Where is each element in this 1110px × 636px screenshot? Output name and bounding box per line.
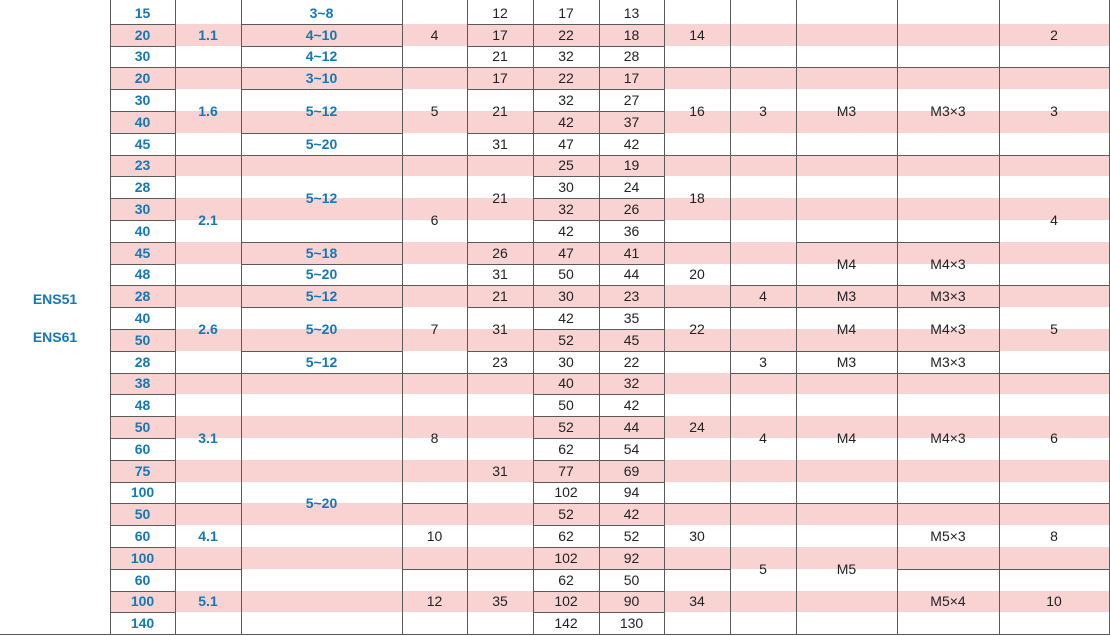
- table-cell-c11: [897, 2, 999, 67]
- table-cell-c7: 32: [623, 375, 640, 392]
- table-cell-c7: 24: [623, 179, 640, 196]
- table-cell-c10: M5: [836, 560, 857, 577]
- table-cell-size: 20: [134, 26, 151, 43]
- table-cell-size: 15: [134, 4, 151, 21]
- table-cell-c6: 50: [558, 266, 574, 283]
- table-cell-c7: 18: [623, 26, 640, 43]
- table-cell-c5: 21: [492, 102, 508, 119]
- table-cell-size: 20: [134, 70, 151, 87]
- table-cell-c7: 92: [623, 549, 640, 566]
- table-cell-c6: 102: [554, 549, 578, 566]
- table-cell-c7: 42: [623, 135, 640, 152]
- table-cell-c7: 94: [623, 484, 640, 501]
- table-cell-c7: 50: [623, 571, 640, 588]
- table-cell-c6: 32: [558, 201, 574, 218]
- table-cell-c5: 17: [492, 26, 508, 43]
- table-cell-c4: 12: [426, 593, 443, 610]
- table-cell-c7: 27: [623, 92, 640, 109]
- table-cell-wire: 2.6: [198, 320, 218, 337]
- table-cell-c4: 6: [430, 211, 439, 228]
- table-cell-c10: M3: [836, 102, 857, 119]
- table-cell-c11: [897, 155, 999, 242]
- table-cell-c6: 77: [558, 462, 574, 479]
- table-cell-c5: 23: [492, 353, 508, 370]
- table-cell-c5: 12: [492, 4, 508, 21]
- series-name-ens51: ENS51: [32, 291, 78, 308]
- table-cell-c6: 25: [558, 157, 574, 174]
- table-cell-size: 28: [134, 353, 151, 370]
- table-cell-c6: 32: [558, 92, 574, 109]
- table-cell-range: 4~10: [305, 26, 338, 43]
- table-cell-c8: 14: [689, 26, 705, 43]
- table-cell-c6: 52: [558, 506, 574, 523]
- table-cell-c11: M3×3: [930, 288, 966, 305]
- table-cell-c7: 23: [623, 288, 640, 305]
- table-cell-range: 5~20: [305, 266, 338, 283]
- table-cell-size: 45: [134, 244, 151, 261]
- table-cell-size: 23: [134, 157, 151, 174]
- table-cell-c9: 3: [759, 353, 767, 370]
- table-cell-c4: 10: [426, 528, 443, 545]
- table-cell-c5: 35: [492, 593, 508, 610]
- table-cell-c6: 22: [558, 70, 574, 87]
- table-cell-size: 140: [130, 615, 155, 632]
- table-cell-c10: M3: [836, 353, 857, 370]
- table-cell-c6: 52: [558, 419, 574, 436]
- table-cell-wire: 4.1: [198, 528, 218, 545]
- table-cell-c6: 42: [558, 113, 574, 130]
- table-cell-size: 75: [134, 462, 151, 479]
- table-cell-c7: 35: [623, 310, 640, 327]
- table-cell-size: 38: [134, 375, 151, 392]
- table-cell-c4: 4: [430, 26, 439, 43]
- table-cell-size: 100: [130, 484, 155, 501]
- table-cell-c9: 4: [759, 429, 767, 446]
- table-cell-c8: 22: [689, 320, 705, 337]
- table-cell-c7: 44: [623, 419, 640, 436]
- table-cell-c5: 21: [492, 190, 508, 207]
- table-cell-size: 48: [134, 266, 151, 283]
- table-cell-c5: 21: [492, 288, 508, 305]
- table-cell-c10: M4: [836, 429, 857, 446]
- table-cell-c8: 16: [689, 102, 705, 119]
- table-cell-size: 40: [134, 113, 151, 130]
- table-cell-c7: 22: [623, 353, 640, 370]
- table-cell-c6: 102: [554, 593, 578, 610]
- table-cell-c6: 30: [558, 353, 574, 370]
- table-cell-c4: 8: [430, 429, 439, 446]
- table-cell-c9: [730, 155, 796, 286]
- table-cell-range: 4~12: [305, 48, 338, 65]
- table-cell-c10: [796, 155, 897, 242]
- table-cell-size: 50: [134, 506, 151, 523]
- table-cell-c11: M4×3: [930, 320, 966, 337]
- table-cell-c6: 32: [558, 48, 574, 65]
- table-cell-c12: 2: [1050, 26, 1058, 43]
- table-cell-c6: 47: [558, 135, 574, 152]
- table-cell-size: 60: [134, 571, 151, 588]
- table-cell-size: 60: [134, 440, 151, 457]
- table-cell-range: 5~20: [305, 495, 338, 512]
- table-cell-range: 3~10: [305, 70, 338, 87]
- table-cell-c5: 31: [492, 462, 508, 479]
- table-cell-c12: 4: [1050, 211, 1058, 228]
- table-cell-c5: 21: [492, 48, 508, 65]
- table-cell-c9: [730, 307, 796, 351]
- table-cell-c11: M5×3: [930, 528, 966, 545]
- table-cell-c8: 20: [689, 266, 705, 283]
- table-cell-c7: 41: [623, 244, 640, 261]
- table-cell-c6: 62: [558, 528, 574, 545]
- table-cell-c12: 10: [1046, 593, 1062, 610]
- table-cell-size: 40: [134, 222, 151, 239]
- table-cell-c8: 30: [689, 528, 705, 545]
- table-cell-size: 50: [134, 331, 151, 348]
- table-cell-c6: 42: [558, 310, 574, 327]
- table-cell-wire: 1.1: [198, 26, 218, 43]
- table-cell-size: 100: [130, 593, 155, 610]
- table-cell-c4: 5: [430, 102, 439, 119]
- table-cell-c6: 17: [558, 4, 574, 21]
- table-cell-c5: 31: [492, 320, 508, 337]
- table-cell-wire: 2.1: [198, 211, 218, 228]
- table-cell-c9: [730, 2, 796, 67]
- table-cell-c12: 3: [1050, 102, 1058, 119]
- table-cell-size: 45: [134, 135, 151, 152]
- table-cell-c5: 31: [492, 266, 508, 283]
- table-cell-c6: 42: [558, 222, 574, 239]
- table-cell-c12: 6: [1050, 429, 1058, 446]
- table-cell-c7: 90: [623, 593, 640, 610]
- table-cell-c7: 44: [623, 266, 640, 283]
- table-cell-size: 60: [134, 528, 151, 545]
- table-cell-c8: 24: [689, 419, 705, 436]
- table-cell-c11: M4×3: [930, 255, 966, 272]
- table-cell-c4: 7: [430, 320, 439, 337]
- table-cell-c5: 26: [492, 244, 508, 261]
- table-cell-c6: 142: [554, 615, 578, 632]
- table-cell-range: 5~12: [305, 102, 338, 119]
- table-cell-c7: 19: [623, 157, 640, 174]
- table-cell-c6: 30: [558, 288, 574, 305]
- table-cell-c8: 18: [689, 190, 705, 207]
- table-cell-c7: 42: [623, 506, 640, 523]
- table-cell-c6: 22: [558, 26, 574, 43]
- table-cell-range: 5~12: [305, 288, 338, 305]
- table-cell-c7: 45: [623, 331, 640, 348]
- table-cell-size: 50: [134, 419, 151, 436]
- table-cell-c7: 13: [623, 4, 640, 21]
- table-cell-c6: 102: [554, 484, 578, 501]
- table-cell-c12: 8: [1050, 528, 1058, 545]
- table-cell-c8: 34: [689, 593, 705, 610]
- table-cell-c6: 40: [558, 375, 574, 392]
- table-cell-c7: 52: [623, 528, 640, 545]
- table-cell-c11: M4×3: [930, 429, 966, 446]
- table-cell-c5: 17: [492, 70, 508, 87]
- table-cell-size: 30: [134, 201, 151, 218]
- table-cell-wire: 3.1: [198, 429, 218, 446]
- table-cell-c11: M5×4: [930, 593, 966, 610]
- table-cell-c5: 31: [492, 135, 508, 152]
- table-cell-c7: 28: [623, 48, 640, 65]
- table-cell-range: 5~18: [305, 244, 338, 261]
- table-cell-size: 28: [134, 179, 151, 196]
- table-cell-range: 3~8: [309, 4, 334, 21]
- table-cell-c10: M3: [836, 288, 857, 305]
- table-cell-range: 5~20: [305, 320, 338, 337]
- table-cell-c11: M3×3: [930, 102, 966, 119]
- table-cell-c11: M3×3: [930, 353, 966, 370]
- table-cell-c9: 5: [759, 560, 767, 577]
- table-cell-size: 30: [134, 92, 151, 109]
- table-cell-wire: 5.1: [198, 593, 218, 610]
- table-cell-c7: 54: [623, 440, 640, 457]
- table-cell-range: 5~12: [305, 353, 338, 370]
- table-cell-size: 30: [134, 48, 151, 65]
- table-cell-size: 100: [130, 549, 155, 566]
- series-name-ens61: ENS61: [32, 329, 78, 346]
- table-cell-wire: 1.6: [198, 102, 218, 119]
- table-cell-c6: 50: [558, 397, 574, 414]
- table-cell-c7: 42: [623, 397, 640, 414]
- table-cell-range: 5~12: [305, 190, 338, 207]
- table-cell-c6: 52: [558, 331, 574, 348]
- table-cell-size: 48: [134, 397, 151, 414]
- table-cell-c6: 47: [558, 244, 574, 261]
- table-cell-c7: 130: [619, 615, 644, 632]
- table-cell-c7: 26: [623, 201, 640, 218]
- table-cell-c7: 69: [623, 462, 640, 479]
- table-cell-c6: 30: [558, 179, 574, 196]
- table-cell-c10: M4: [836, 320, 857, 337]
- table-cell-c12: 5: [1050, 320, 1058, 337]
- table-cell-c6: 62: [558, 571, 574, 588]
- table-cell-c6: 62: [558, 440, 574, 457]
- table-cell-range: 5~20: [305, 135, 338, 152]
- table-cell-c7: 37: [623, 113, 640, 130]
- table-cell-c10: M4: [836, 255, 857, 272]
- table-cell-c10: [796, 2, 897, 67]
- table-cell-c7: 36: [623, 222, 640, 239]
- table-cell-size: 28: [134, 288, 151, 305]
- table-cell-c9: 4: [759, 288, 767, 305]
- table-cell-c9: 3: [759, 102, 767, 119]
- table-cell-c7: 17: [623, 70, 640, 87]
- table-cell-size: 40: [134, 310, 151, 327]
